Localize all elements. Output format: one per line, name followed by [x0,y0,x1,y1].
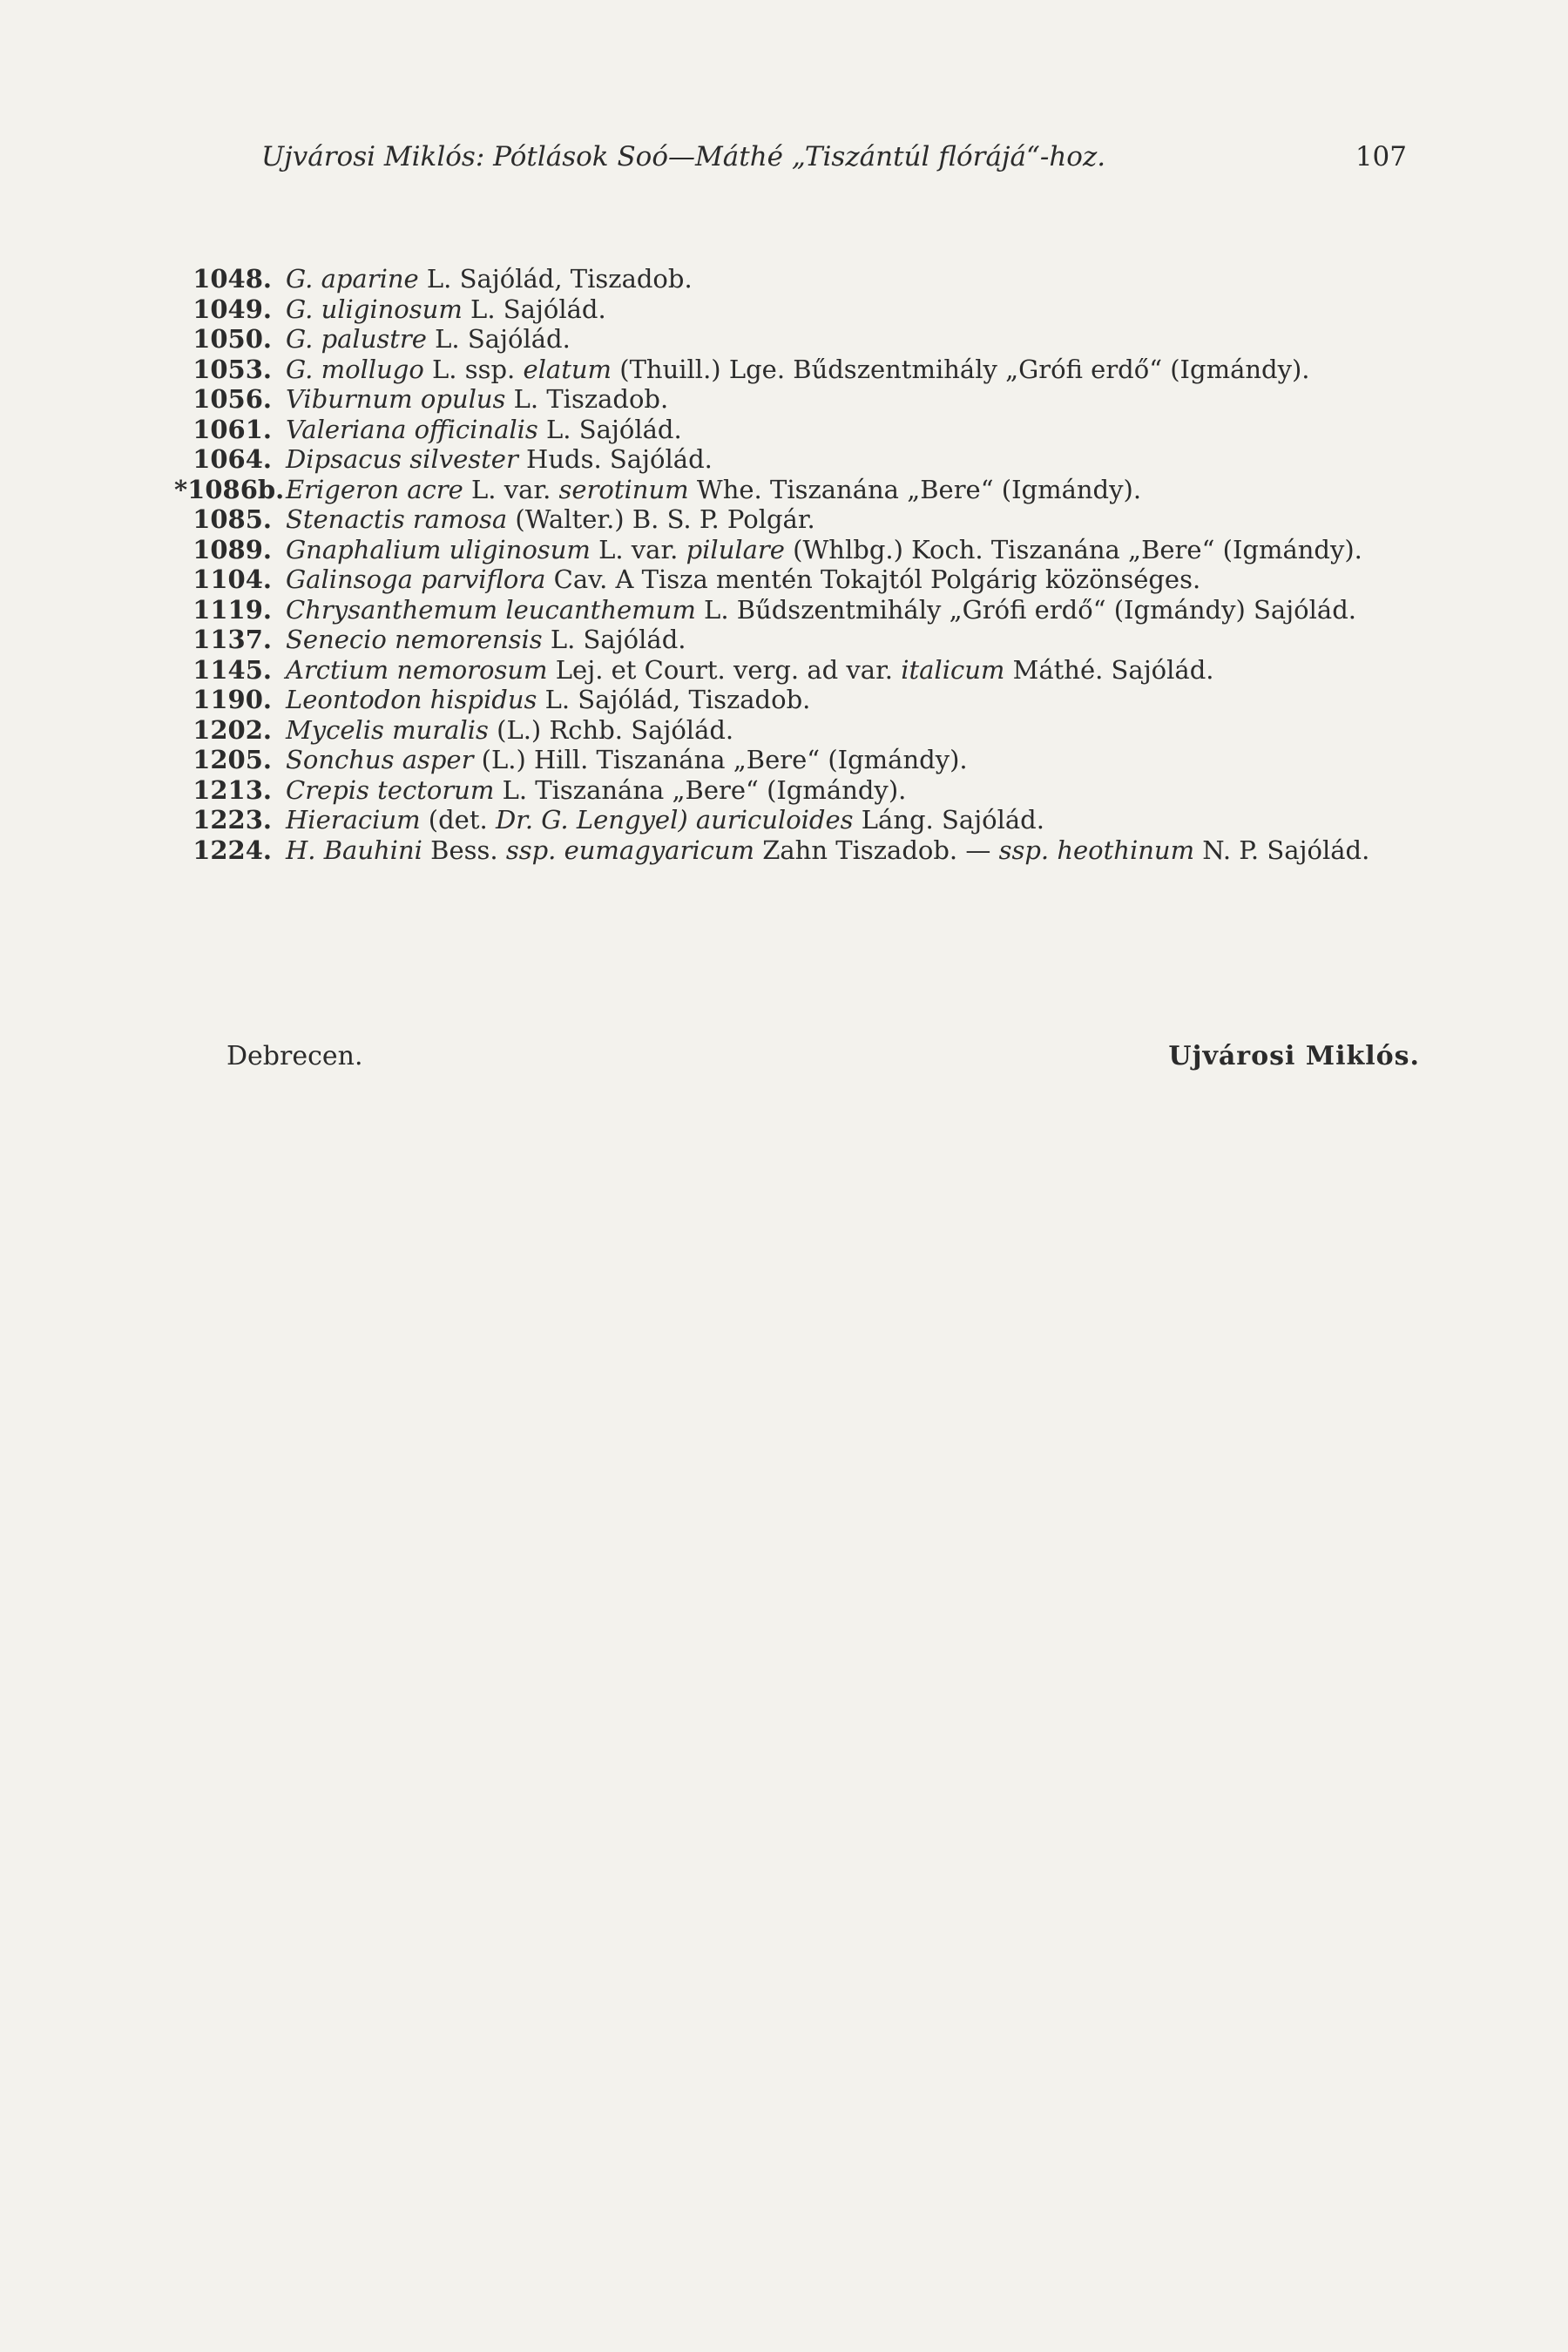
taxon-name: Erigeron acre [286,474,463,504]
list-item [174,355,1411,385]
entry-text-segment: L. Tiszanána „Bere“ (Igmándy). [494,774,907,805]
entry-text-segment: L. ssp. [423,354,524,384]
entry-text [286,564,1411,595]
entry-text [286,745,1411,775]
taxon-name: Gnaphalium uliginosum [286,534,591,564]
taxon-name: Mycelis muralis [286,714,489,745]
entry-text-segment: L. Sajólád. [462,294,606,324]
entry-text-segment: Máthé. Sajólád. [1004,654,1214,685]
list-item [174,715,1411,746]
entry-text [286,535,1411,565]
author-name: Ujvárosi Miklós. [1168,1041,1420,1071]
entry-text-segment: L. Sajólád. [537,414,682,444]
list-item [174,475,1411,505]
taxon-name: Galinsoga parviflora [286,564,546,594]
species-list [174,264,1411,865]
entry-number: *1086b. [174,474,285,504]
entry-text-segment: Huds. Sajólád. [517,444,713,474]
entry-number: 1048. [193,264,272,294]
list-item [174,535,1411,565]
entry-text-segment: N. P. Sajólád. [1194,835,1370,865]
entry-text-segment: (L.) Hill. Tiszanána „Bere“ (Igmándy). [473,745,968,774]
taxon-name: ssp. heothinum [998,835,1195,865]
entry-text-segment [688,805,696,835]
entry-text [286,715,1411,746]
taxon-name: Dipsacus silvester [286,444,518,474]
entry-text [286,324,1411,355]
entry-text-segment: L. Sajólád. [542,625,686,654]
entry-number: 1053. [193,354,272,384]
entry-number: 1202. [193,714,272,745]
entry-text-segment: (det. [420,805,496,835]
entry-text [286,775,1411,806]
entry-text-segment: Whe. Tiszanána „Bere“ (Igmándy). [688,474,1142,504]
entry-text [286,655,1411,686]
entry-text [286,384,1411,415]
list-item [174,444,1411,475]
entry-text [286,294,1411,325]
entry-text-segment: L. Sajólád, Tiszadob. [537,685,811,714]
taxon-name: G. palustre [286,324,427,354]
taxon-name: auriculoides [695,805,854,835]
list-item [174,415,1411,445]
entry-number: 1050. [193,324,272,354]
entry-text [286,685,1411,715]
entry-number: 1145. [193,654,272,685]
taxon-name: G. aparine [286,264,419,294]
page-number: 107 [1355,141,1407,172]
taxon-name: Stenactis ramosa [286,504,508,534]
taxon-name: Dr. G. Lengyel) [495,805,688,835]
taxon-name: Sonchus asper [286,745,474,774]
taxon-name: Leontodon hispidus [286,685,537,714]
place-name: Debrecen. [226,1041,363,1071]
taxon-name: Viburnum opulus [286,384,506,414]
taxon-name: G. uliginosum [286,294,463,324]
list-item [174,835,1411,866]
entry-number: 1119. [193,594,272,625]
entry-number: 1223. [193,805,272,835]
entry-number: 1190. [193,685,272,714]
list-item [174,775,1411,806]
entry-text [286,264,1411,294]
list-item [174,384,1411,415]
entry-text [286,625,1411,655]
entry-number: 1089. [193,534,272,564]
entry-text-segment: Bess. [422,835,506,865]
entry-text-segment: L. Sajólád. [426,324,571,354]
entry-text-segment: Zahn Tiszadob. — [754,835,999,865]
taxon-name: elatum [523,354,612,384]
entry-text-segment: L. var. [590,534,686,564]
taxon-name: Senecio nemorensis [286,625,543,654]
taxon-name: H. Bauhini [286,835,422,865]
entry-text-segment: L. Tiszadob. [505,384,669,414]
list-item [174,685,1411,715]
running-head [261,138,1407,176]
entry-text-segment: L. var. [463,474,559,504]
list-item [174,625,1411,655]
taxon-name: Arctium nemorosum [286,654,548,685]
entry-number: 1205. [193,745,272,774]
entry-text [286,504,1411,535]
entry-number: 1224. [193,835,272,865]
entry-text-segment: (L.) Rchb. Sajólád. [488,714,734,745]
list-item [174,595,1411,625]
taxon-name: serotinum [558,474,689,504]
entry-number: 1064. [193,444,272,474]
taxon-name: ssp. eumagyaricum [505,835,755,865]
taxon-name: pilulare [686,534,785,564]
list-item [174,264,1411,294]
entry-text [286,805,1411,835]
entry-text-segment: (Whlbg.) Koch. Tiszanána „Bere“ (Igmándy). [784,534,1362,564]
entry-text [286,595,1411,625]
entry-text [286,835,1411,866]
list-item [174,564,1411,595]
list-item [174,294,1411,325]
list-item [174,324,1411,355]
entry-text-segment: Cav. A Tisza mentén Tokajtól Polgárig közönséges. [545,564,1201,594]
entry-number: 1049. [193,294,272,324]
entry-text [286,475,1411,505]
taxon-name: Crepis tectorum [286,774,495,805]
entry-text [286,415,1411,445]
entry-number: 1056. [193,384,272,414]
entry-text-segment: L. Sajólád, Tiszadob. [418,264,693,294]
entry-text-segment: L. Bűdszentmihály „Grófi erdő“ (Igmándy) Sajólád. [695,594,1356,625]
entry-text-segment: (Thuill.) Lge. Bűdszentmihály „Grófi erdő“ (Igmándy). [612,354,1310,384]
entry-text-segment: Lej. et Court. verg. ad var. [547,654,902,685]
entry-number: 1085. [193,504,272,534]
entry-text [286,355,1411,385]
entry-text [286,444,1411,475]
entry-number: 1061. [193,414,272,444]
entry-number: 1213. [193,774,272,805]
list-item [174,745,1411,775]
entry-text-segment: (Walter.) B. S. P. Polgár. [507,504,815,534]
list-item [174,655,1411,686]
taxon-name: G. mollugo [286,354,424,384]
entry-number: 1137. [193,625,272,654]
taxon-name: Valeriana officinalis [286,414,538,444]
list-item [174,504,1411,535]
taxon-name: italicum [901,654,1005,685]
running-title: Ujvárosi Miklós: Pótlások Soó—Máthé „Tiszántúl flórájá“-hoz. [261,141,1106,172]
taxon-name: Chrysanthemum leucanthemum [286,594,696,625]
signature-block [226,1039,1420,1074]
list-item [174,805,1411,835]
entry-text-segment: Láng. Sajólád. [853,805,1044,835]
taxon-name: Hieracium [286,805,421,835]
entry-number: 1104. [193,564,272,594]
